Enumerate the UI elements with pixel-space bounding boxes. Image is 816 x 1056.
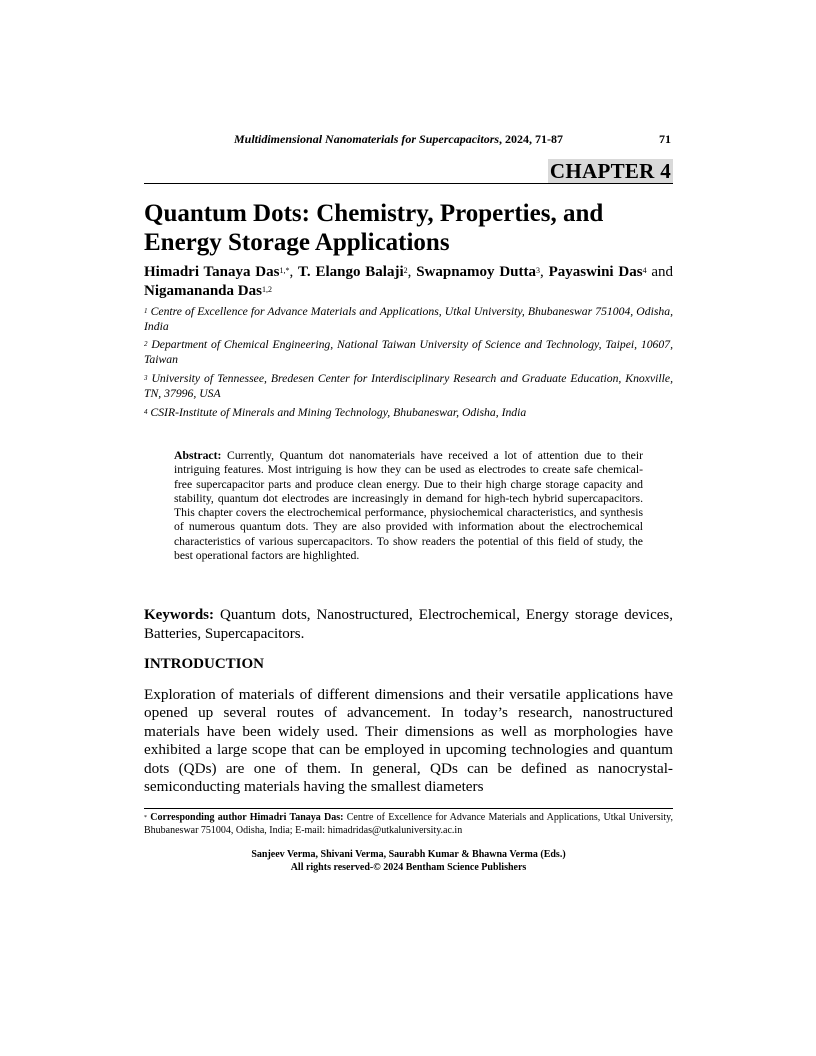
footnote-label: Corresponding author Himadri Tanaya Das: <box>147 812 344 823</box>
chapter-label: CHAPTER 4 <box>549 159 671 183</box>
author-name: Payaswini Das <box>548 264 643 280</box>
journal-title: Multidimensional Nanomaterials for Supercapacitors <box>234 132 500 146</box>
author-affiliation-mark: 2 <box>403 266 408 275</box>
author-list <box>144 263 673 301</box>
author-name: Nigamananda Das <box>144 283 262 299</box>
affiliation <box>144 405 673 420</box>
author-separator: , <box>289 264 299 280</box>
footnote-divider <box>144 808 673 809</box>
citation-details: , 2024, 71-87 <box>499 132 564 146</box>
copyright-line: All rights reserved-© 2024 Bentham Science Publishers <box>290 861 527 873</box>
affiliation <box>144 304 673 334</box>
affiliation-number: 1 <box>144 307 148 315</box>
affiliation-number: 3 <box>144 374 148 382</box>
abstract-label: Abstract: <box>174 449 222 462</box>
footnote-marker: * <box>144 815 147 821</box>
keywords <box>144 606 673 644</box>
abstract-text: Currently, Quantum dot nanomaterials have received a lot of attention due to their intriguing features. Most intriguing is how they can be used as electrodes to create safe chemical-free supercapacitor parts and produce clean energy. Due to their high charge storage capacity and stability, quantum dot electrodes are increasingly in demand for high-tech hybrid supercapacitors. This chapter covers the electrochemical performance, physiochemical characteristics, and synthesis of numerous quantum dots. They are also provided with information about the electrochemical characteristics of various supercapacitors. To show readers the potential of this field of study, the best operational factors are highlighted. <box>174 449 643 563</box>
footnote-text: Centre of Excellence for Advance Materials and Applications, Utkal University, Bhubaneswar 751004, Odisha, India; E-mail: himadridas@utkaluniversity.ac.in <box>144 812 674 836</box>
author-separator: , <box>540 264 549 280</box>
affiliation-text: CSIR-Institute of Minerals and Mining Technology, Bhubaneswar, Odisha, India <box>150 406 527 419</box>
chapter-divider <box>144 183 673 184</box>
running-header <box>144 132 673 148</box>
affiliation-number: 2 <box>144 340 148 348</box>
keywords-text: Quantum dots, Nanostructured, Electrochemical, Energy storage devices, Batteries, Supercapacitors. <box>144 607 673 642</box>
publisher-imprint <box>144 849 673 874</box>
author-name: Swapnamoy Dutta <box>416 264 537 280</box>
section-heading: INTRODUCTION <box>144 656 265 672</box>
affiliation-text: Centre of Excellence for Advance Materials and Applications, Utkal University, Bhubaneswar 751004, Odisha, India <box>144 305 674 333</box>
affiliation-text: University of Tennessee, Bredesen Center for Interdisciplinary Research and Graduate Education, Knoxville, TN, 37996, USA <box>144 372 673 400</box>
keywords-label: Keywords: <box>144 607 214 623</box>
affiliation <box>144 371 673 401</box>
chapter-title: Quantum Dots: Chemistry, Properties, and Energy Storage Applications <box>144 200 604 256</box>
affiliation <box>144 337 673 367</box>
author-affiliation-mark: 4 <box>642 266 647 275</box>
affiliation-text: Department of Chemical Engineering, National Taiwan University of Science and Technology, Taipei, 10607, Taiwan <box>144 338 674 366</box>
author-affiliation-mark: 1,2 <box>261 285 272 294</box>
author-affiliation-mark: 1,* <box>279 266 290 275</box>
author-name: Himadri Tanaya Das <box>144 264 280 280</box>
journal-citation <box>234 132 563 147</box>
editors-line: Sanjeev Verma, Shivani Verma, Saurabh Kumar & Bhawna Verma (Eds.) <box>251 849 566 860</box>
body-paragraph: Exploration of materials of different dimensions and their versatile applications have opened up several routes of advancement. In today’s research, nanostructured materials have been widely used. Their dimensions as well as morphologies have exhibited a large scope that can be employed in upcoming technologies and quantum dots (QDs) are one of them. In general, QDs can be defined as nanocrystal-semiconducting materials having the smallest diameters <box>144 686 673 796</box>
author-separator: and <box>646 264 674 280</box>
affiliation-number: 4 <box>144 408 148 416</box>
abstract <box>174 449 643 563</box>
author-name: T. Elango Balaji <box>298 264 404 280</box>
author-separator: , <box>407 264 417 280</box>
author-affiliation-mark: 3 <box>536 266 541 275</box>
footnote <box>144 812 673 837</box>
page-number: 71 <box>659 132 671 146</box>
